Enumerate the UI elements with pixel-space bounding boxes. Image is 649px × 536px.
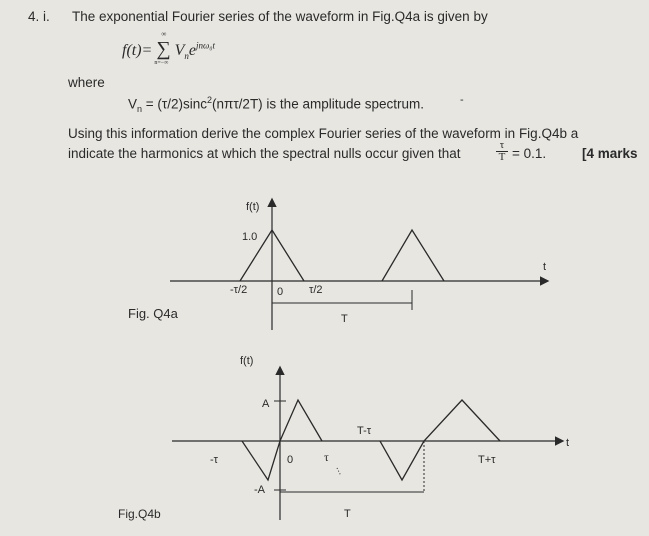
- fig-a-caption: Fig. Q4a: [128, 306, 178, 321]
- fig-b-t-label: t: [566, 437, 570, 449]
- vn-tail: (nπτ/2T) is the amplitude spectrum.: [212, 96, 425, 112]
- fig-a-pulse-2: [382, 230, 444, 281]
- fig-b-wave-2: [380, 400, 500, 480]
- formula-lhs: f(t)=: [122, 42, 153, 59]
- formula-term-sub: n: [184, 51, 189, 62]
- fig-a-level: 1.0: [242, 231, 258, 243]
- question-intro: The exponential Fourier series of the waveform in Fig.Q4a is given by: [72, 9, 488, 24]
- fig-b-t-plus: T+τ: [478, 454, 496, 466]
- stray-dash: -: [460, 94, 464, 106]
- task-line-2: indicate the harmonics at which the spectral nulls occur given that: [68, 146, 461, 161]
- formula-term: V: [174, 42, 185, 59]
- fig-b-neg-level: -A: [254, 484, 265, 496]
- vn-sup: 2: [207, 95, 213, 105]
- fig-a-t-label: t: [543, 261, 547, 273]
- vn-sub: n: [137, 104, 143, 115]
- ratio-value: = 0.1.: [512, 146, 547, 161]
- fig-q4a: [128, 200, 547, 330]
- fig-a-origin: 0: [277, 286, 284, 298]
- marks-label: [4 marks: [582, 146, 638, 161]
- where-label: where: [68, 75, 105, 90]
- vn-symbol: V: [128, 96, 138, 112]
- fig-a-x-left: -τ/2: [230, 284, 248, 296]
- sum-top: ∞: [161, 30, 167, 38]
- question-number: 4. i.: [28, 9, 50, 24]
- fig-a-x-right: τ/2: [309, 284, 323, 296]
- sum-bottom: n=−∞: [154, 60, 169, 66]
- fig-b-y-label: f(t): [240, 355, 254, 367]
- ratio-denominator: T: [496, 151, 508, 163]
- fig-b-t-minus: T-τ: [357, 425, 372, 437]
- fig-q4b: [118, 355, 569, 521]
- fig-b-x-pos: τ: [324, 450, 329, 464]
- fig-b-origin: 0: [287, 454, 294, 466]
- fig-b-tick-mark: [337, 468, 341, 476]
- fig-b-pos-level: A: [262, 398, 270, 410]
- ratio-numerator: τ: [499, 139, 505, 151]
- vn-rest: = (τ/2)sinc: [142, 96, 208, 112]
- fig-a-y-label: f(t): [246, 201, 260, 213]
- formula-exp-sup: jnω₀t: [196, 40, 215, 51]
- formula-exp: e: [188, 42, 196, 59]
- fig-b-caption: Fig.Q4b: [118, 507, 161, 521]
- fig-b-x-neg: -τ: [210, 454, 219, 466]
- task-line-1: Using this information derive the complex Fourier series of the waveform in Fig.Q4b a: [68, 126, 579, 141]
- fig-a-period-label: T: [341, 313, 348, 325]
- sum-symbol: ∑ ∞ n=−∞: [154, 30, 171, 66]
- fig-b-period-label: T: [344, 508, 351, 520]
- fig-b-wave-1: [242, 400, 322, 480]
